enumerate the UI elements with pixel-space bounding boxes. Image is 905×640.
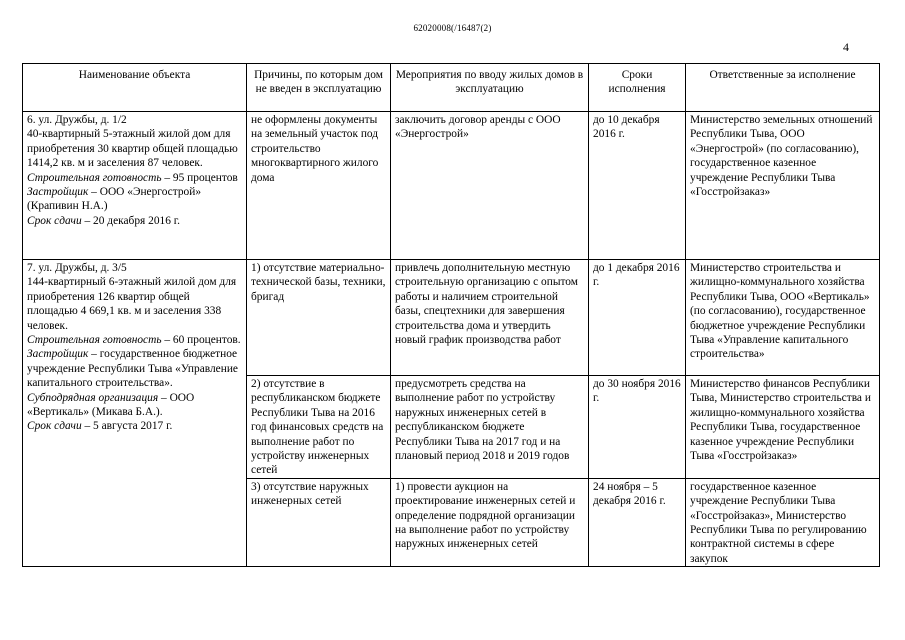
responsible-cell: Министерство земельных отношений Республики Тыва, ООО «Энергострой» (по согласованию), государственное казенное учреждение Республики Тыва «Госстройзаказ»: [686, 112, 880, 260]
term-cell: 24 ноября – 5 декабря 2016 г.: [589, 478, 686, 566]
object-developer: [27, 185, 242, 214]
developer-value: – государственное бюджетное учреждение Республики Тыва «Управление капитального строительства».: [27, 348, 238, 390]
measure-cell: 1) провести аукцион на проектирование инженерных сетей и определение подрядной организации на выполнение работ по устройству наружных инженерных сетей: [391, 478, 589, 566]
measure-cell: предусмотреть средства на выполнение работ по устройству наружных инженерных сетей в республиканском бюджете Республики Тыва на 2017 год и на плановый период 2018 и 2019 годов: [391, 376, 589, 479]
measure-cell: заключить договор аренды с ООО «Энергострой»: [391, 112, 589, 260]
reason-cell: 2) отсутствие в республиканском бюджете Республики Тыва на 2016 год финансовых средств на выполнение работ по устройству инженерных сетей: [247, 376, 391, 479]
developer-label: Застройщик: [27, 186, 89, 199]
table-row: [23, 260, 880, 376]
deadline-value: – 5 августа 2017 г.: [81, 420, 173, 433]
term-cell: до 10 декабря 2016 г.: [589, 112, 686, 260]
developer-value: – ООО «Энергострой» (Крапивин Н.А.): [27, 186, 202, 213]
object-cell: [23, 112, 247, 260]
term-cell: до 30 ноября 2016 г.: [589, 376, 686, 479]
object-title: 6. ул. Дружбы, д. 1/2: [27, 114, 127, 126]
term-cell: до 1 декабря 2016 г.: [589, 260, 686, 376]
readiness-label: Строительная готовность: [27, 171, 162, 184]
document-code: 62020008(/16487(2): [413, 23, 492, 33]
column-header-terms: Сроки исполнения: [589, 64, 686, 112]
responsible-cell: Министерство финансов Республики Тыва, Министерство строительства и жилищно-коммунального хозяйства Республики Тыва, государственное казенное учреждение Республики Тыва «Госстройзаказ»: [686, 376, 880, 479]
object-readiness: [27, 171, 242, 185]
object-subcontractor: [27, 391, 242, 420]
table-row: [23, 112, 880, 260]
object-cell: [23, 260, 247, 567]
measure-cell: привлечь дополнительную местную строительную организацию с опытом работы и наличием строительной базы, спецтехники для завершения строительства дома и утвердить новый график производства работ: [391, 260, 589, 376]
page-number: 4: [843, 40, 849, 54]
deadline-value: – 20 декабря 2016 г.: [81, 214, 180, 227]
object-developer: [27, 347, 242, 390]
deadline-label: Срок сдачи: [27, 420, 82, 433]
reason-cell: не оформлены документы на земельный участок под строительство многоквартирного жилого дома: [247, 112, 391, 260]
column-header-reasons: Причины, по которым дом не введен в эксплуатацию: [247, 64, 391, 112]
readiness-value: – 60 процентов.: [161, 334, 241, 347]
developer-label: Застройщик: [27, 348, 89, 361]
object-deadline: [27, 214, 242, 228]
subcontractor-label: Субподрядная организация: [27, 391, 159, 404]
readiness-label: Строительная готовность: [27, 334, 162, 347]
responsible-cell: государственное казенное учреждение Республики Тыва «Госстройзаказ», Министерство Республики Тыва по регулированию контрактной системы в сфере закупок: [686, 478, 880, 566]
object-description: 144-квартирный 6-этажный жилой дом для приобретения 126 квартир общей площадью 4 669,1 кв. м и заселения 338 человек.: [27, 276, 237, 332]
reason-cell: 1) отсутствие материально-технической базы, техники, бригад: [247, 260, 391, 376]
object-title: 7. ул. Дружбы, д. 3/5: [27, 262, 127, 274]
table-header-row: [23, 64, 880, 112]
subcontractor-value: – ООО «Вертикаль» (Микава Б.А.).: [27, 391, 195, 419]
responsible-cell: Министерство строительства и жилищно-коммунального хозяйства Республики Тыва, ООО «Вертикаль» (по согласованию), государственное бюджетное учреждение Республики Тыва «Управление капитального строительства»: [686, 260, 880, 376]
column-header-object: Наименование объекта: [23, 64, 247, 112]
object-readiness: [27, 333, 242, 347]
column-header-responsible: Ответственные за исполнение: [686, 64, 880, 112]
deadline-label: Срок сдачи: [27, 214, 82, 227]
readiness-value: – 95 процентов: [161, 171, 238, 184]
reason-cell: 3) отсутствие наружных инженерных сетей: [247, 478, 391, 566]
measures-table: [22, 63, 880, 567]
object-deadline: [27, 419, 242, 433]
object-description: 40-квартирный 5-этажный жилой дом для приобретения 30 квартир общей площадью 1414,2 кв. м и заселения 87 человек.: [27, 128, 238, 170]
column-header-measures: Мероприятия по вводу жилых домов в эксплуатацию: [391, 64, 589, 112]
